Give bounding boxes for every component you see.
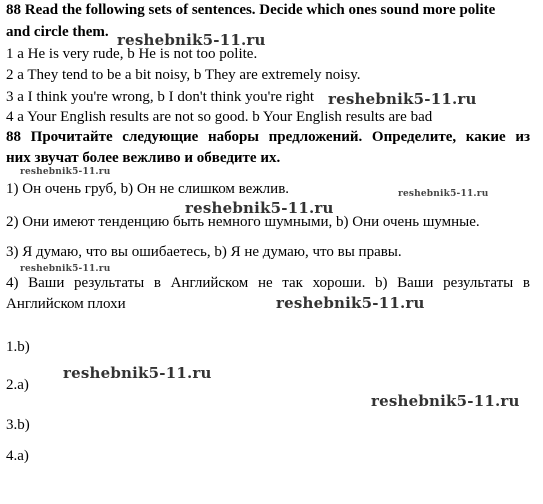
russian-item-4: 4) Ваши результаты в Английском не так хороши. b) Ваши результаты в — [6, 275, 530, 291]
english-heading-line-2: and circle them. — [6, 24, 109, 40]
watermark: reshebnik5-11.ru — [276, 294, 425, 312]
english-item-4: 4 a Your English results are not so good. b Your English results are bad — [6, 109, 433, 125]
russian-heading-line-1: 88 Прочитайте следующие наборы предложений. Определите, какие из — [6, 129, 530, 145]
watermark: reshebnik5-11.ru — [328, 90, 477, 108]
answer-3: 3.b) — [6, 417, 30, 433]
english-item-1: 1 a He is very rude, b He is not too polite. — [6, 46, 258, 62]
watermark: reshebnik5-11.ru — [117, 31, 266, 49]
russian-item-2: 2) Они имеют тенденцию быть немного шумными, b) Они очень шумные. — [6, 214, 480, 230]
watermark: reshebnik5-11.ru — [20, 264, 111, 274]
english-item-2: 2 a They tend to be a bit noisy, b They are extremely noisy. — [6, 67, 361, 83]
watermark: reshebnik5-11.ru — [371, 392, 520, 410]
english-heading-line-1: 88 Read the following sets of sentences. Decide which ones sound more polite — [6, 2, 496, 18]
answer-1: 1.b) — [6, 339, 30, 355]
russian-item-4-continuation: Английском плохи — [6, 296, 126, 312]
russian-heading-line-2: них звучат более вежливо и обведите их. — [6, 150, 281, 166]
answer-4: 4.a) — [6, 448, 29, 464]
russian-item-1: 1) Он очень груб, b) Он не слишком вежлив. — [6, 181, 290, 197]
russian-item-3: 3) Я думаю, что вы ошибаетесь, b) Я не думаю, что вы правы. — [6, 244, 402, 260]
watermark: reshebnik5-11.ru — [398, 189, 489, 199]
answer-2: 2.a) — [6, 377, 29, 393]
watermark: reshebnik5-11.ru — [185, 199, 334, 217]
watermark: reshebnik5-11.ru — [63, 364, 212, 382]
watermark: reshebnik5-11.ru — [20, 167, 111, 177]
english-item-3: 3 a I think you're wrong, b I don't think you're right — [6, 89, 315, 105]
